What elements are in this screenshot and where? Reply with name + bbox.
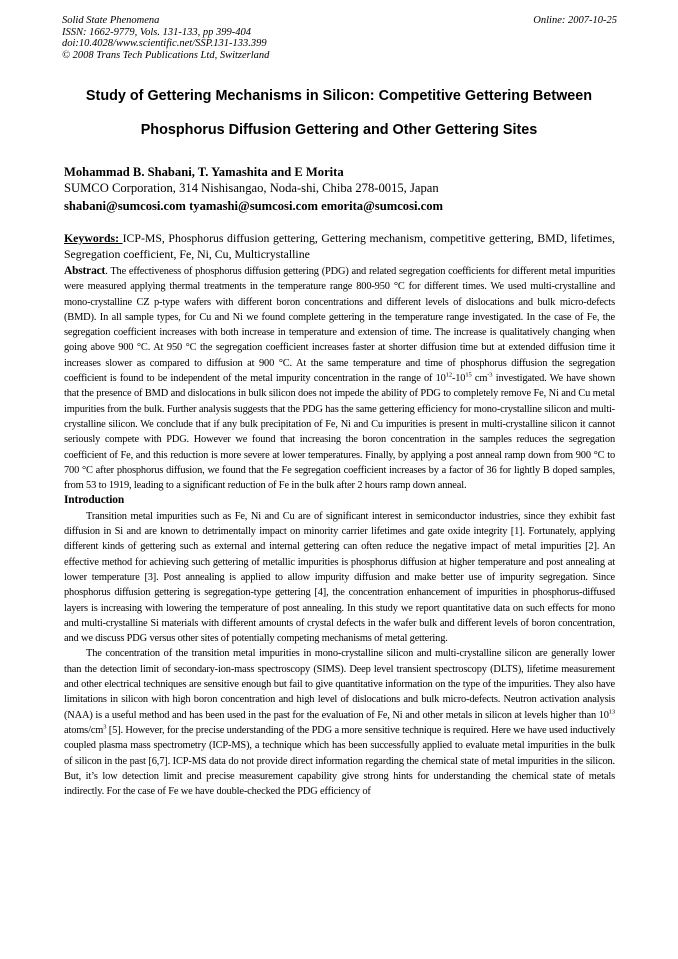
doi-line: doi:10.4028/www.scientific.net/SSP.131-133.399 — [62, 38, 267, 50]
abstract-text-3: cm — [471, 373, 488, 385]
abstract-sup-3: -3 — [487, 371, 493, 379]
intro-p2-text-3: [5]. However, for the precise understanding of the PDG a more sensitive technique is required. Here we have used inductively coupled plasma mass spectrometry (ICP-MS), a technique which has been successfully applied to evaluate metal impurities in the bulk of silicon in the past [6,7]. ICP-MS data do not provide direct information regarding the chemical state of metal impurities in the silicon. But, it’s low detection limit and precise measurement capability give strong hints for understanding the chemical state of metals indirectly. For the case of Fe we have double-checked the PDG efficiency of — [64, 724, 615, 798]
keywords-text: ICP-MS, Phosphorus diffusion gettering, Gettering mechanism, competitive gettering, BMD, lifetimes, Segregation coefficient, Fe, Ni, Cu, Multicrystalline — [64, 231, 615, 261]
abstract-text-2: -10 — [451, 373, 466, 385]
abstract-paragraph — [64, 264, 615, 493]
intro-paragraph-2 — [64, 646, 615, 799]
keywords — [64, 231, 615, 262]
author-emails: shabani@sumcosi.com tyamashi@sumcosi.com emorita@sumcosi.com — [64, 199, 444, 213]
affiliation: SUMCO Corporation, 314 Nishisangao, Noda-shi, Chiba 278-0015, Japan — [64, 181, 439, 195]
abstract-text-4: investigated. We have shown that the presence of BMD and dislocations in bulk silicon does not impede the ability of PDG to completely remove Fe, Ni and Cu metal impurities from the bulk. Further analysis suggests that the PDG has the same gettering efficiency for mono-crystalline silicon and multi-crystalline silicon. We conclude that if any bulk precipitation of Fe, Ni and Cu impurities is present in multi-crystalline silicon it cannot seriously compete with PDG. However we found that increasing the boron concentration in the samples reduces the segregation coefficient of Fe, and this reduction is more severe at lower temperatures. Finally, by applying a post anneal ramp down from 900 °C to 700 °C after phosphorus diffusion, we found that the Fe segregation coefficient increases by a factor of 36 for lightly B doped samples, from 53 to 1919, leading to a significant reduction of Fe in the bulk after 2 hours ramp down anneal. — [64, 373, 615, 492]
intro-p2-sup-1: 13 — [608, 708, 615, 716]
title-line-2: Phosphorus Diffusion Gettering and Other Gettering Sites — [140, 122, 538, 138]
intro-p2-text-1: The concentration of the transition metal impurities in mono-crystalline silicon and multi-crystalline silicon are generally lower than the detection limit of secondary-ion-mass spectroscopy (SIMS). Deep level transient spectroscopy (DLTS), lifetime measurement and other electrical techniques are sensitive enough but fail to give quantitative information on the type of the impurities. They also have limitations in silicon with high boron concentration and high level of dislocations and bulk micro-defects. Neutron activation analysis (NAA) is a useful method and has been used in the past for the evaluation of Fe, Ni and other metals in silicon at levels higher than 10 — [64, 648, 615, 721]
paper-body — [64, 264, 615, 799]
abstract-sup-1: 12 — [445, 371, 452, 379]
abstract-sup-2: 15 — [465, 371, 472, 379]
issn-line: ISSN: 1662-9779, Vols. 131-133, pp 399-404 — [62, 26, 251, 38]
intro-p2-text-2: atoms/cm — [64, 724, 104, 736]
introduction-heading: Introduction — [64, 494, 125, 507]
authors: Mohammad B. Shabani, T. Yamashita and E Morita — [64, 165, 344, 179]
intro-p2-sup-2: 3 — [103, 723, 107, 731]
copyright-line: © 2008 Trans Tech Publications Ltd, Switzerland — [62, 49, 270, 61]
intro-paragraph-1: Transition metal impurities such as Fe, Ni and Cu are of significant interest in semiconductor industries, since they exhibit fast diffusion in Si and are known to detrimentally impact on minority carrier lifetimes and gate oxide integrity [1]. Fortunately, applying different kinds of gettering such as external and internal gettering can often reduce the negative impact of metal impurities [2]. An effective method for achieving such gettering of metallic impurities is phosphorus diffusion at higher temperature and post annealing at lower temperature [3]. Post annealing is applied to allow impurity diffusion and make better use of impurity segregation. Since phosphorus diffusion gettering is segregation-type gettering [4], the concentration enhancement of impurities in phosphorus-diffused layers is increasing with lowering the temperature of post annealing. In this study we report quantitative data on such effects for mono and multi-crystalline Si materials with different amounts of crystal defects in the wafer bulk and different levels of boron concentration, and we discuss PDG versus other sites of potentially competing mechanisms of metal gettering. — [64, 510, 615, 645]
online-date: Online: 2007-10-25 — [533, 15, 617, 26]
abstract-label: Abstract — [64, 265, 106, 277]
abstract-text-1: . The effectiveness of phosphorus diffusion gettering (PDG) and related segregation coefficients for different metal impurities were measured applying thermal treatments in the temperature range 800-950 °C for different times. We used multi-crystalline and mono-crystalline CZ p-type wafers with different boron concentrations and different levels of dislocations and bulk micro-defects (BMD). In all sample types, for Cu and Ni we found complete gettering in the temperature range investigated. In the case of Fe, the segregation coefficient increases with both increase in temperature and extension of time. The increase is qualitatively changing when going above 900 °C. At 950 °C the segregation coefficient increases faster at shorter diffusion time but at extended diffusion time it increases slower as compared to diffusion at 900 °C. At the same temperature and time of phosphorus diffusion the segregation coefficient is found to be independent of the metal impurity concentration in the range of 10 — [64, 266, 615, 385]
journal-header — [62, 15, 617, 61]
journal-name: Solid State Phenomena — [62, 15, 160, 26]
keywords-label: Keywords: — [64, 231, 123, 245]
title-line-1: Study of Gettering Mechanisms in Silicon: Competitive Gettering Between — [85, 88, 593, 104]
